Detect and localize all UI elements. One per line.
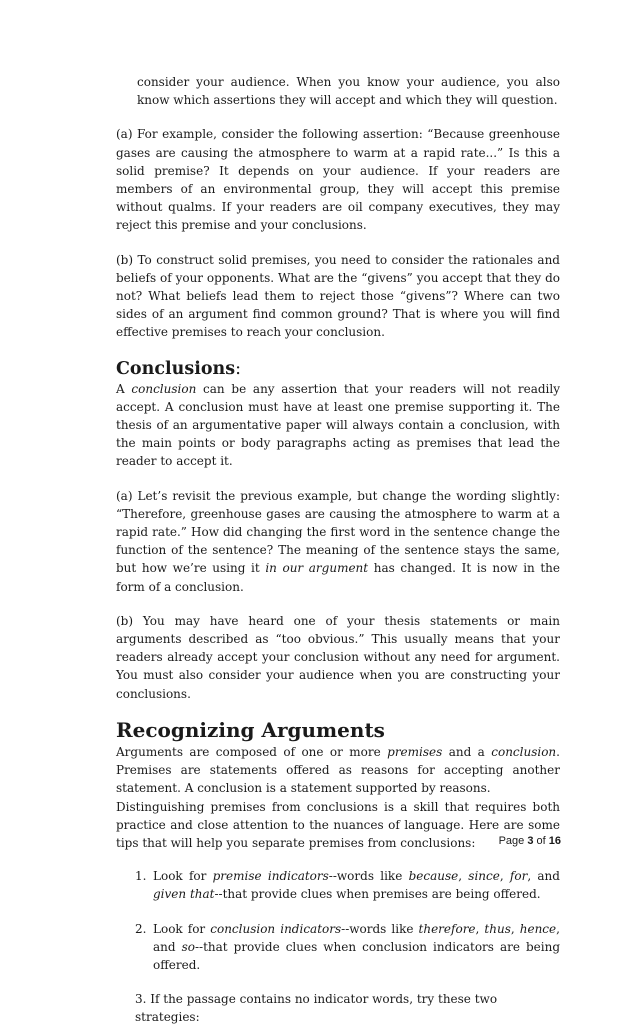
text-run: , [499,869,510,884]
emphasis: so [181,939,195,954]
text-run: , and [153,921,560,954]
text-run: A [116,381,132,396]
emphasis: premise indicators [212,869,329,884]
text-run: can be any assertion that your readers will not readily accept. A conclusion must have at least one premise supporting it. The thesis of an argumentative paper will always contain a conclusion, with the main points or body paragraphs acting as premises that lead the reader to accept it. [116,381,560,469]
emphasis: hence [519,921,557,936]
text-run: , [475,921,485,936]
emphasis: conclusion [491,744,557,759]
emphasis: for [509,869,528,884]
emphasis: premises [387,744,443,759]
list-item [135,867,560,903]
page-label: Page [498,835,528,847]
text-run: , and [527,869,560,884]
text-run: --that provide clues when conclusion indicators are being offered. [153,939,560,972]
premise-example-paragraph: (a) For example, consider the following assertion: “Because greenhouse gases are causing the atmosphere to warm at a rapid rate...” Is this a solid premise? It depends on your audience. If your readers are members of an environmental group, they will accept this premise without qualms. If your readers are oil company executives, they may reject this premise and your conclusions. [116,127,560,233]
emphasis: given that [153,887,215,902]
premise-construct-paragraph: (b) To construct solid premises, you need to consider the rationales and beliefs of your opponents. What are the “givens” you accept that they do not? What beliefs lead them to reject those “givens”? Where can two sides of an argument find common ground? That is where you will find effective premises to reach your conclusion. [116,252,560,340]
emphasis: because [408,869,459,884]
text-run: has changed. It is now in the form of a conclusion. [116,561,561,594]
conclusion-example-paragraph [116,487,560,596]
page-number-footer [499,835,561,847]
list-item-3: 3. If the passage contains no indicator words, try these two strategies: [135,992,498,1025]
distinguishing-paragraph: Distinguishing premises from conclusions is a skill that requires both practice and close attention to the nuances of language. Here are some tips that will help you separate premises from conclusions: [116,799,560,850]
arguments-definition-paragraph [116,743,560,798]
of-label: of [533,835,549,847]
conclusions-heading-text: Conclusions [116,358,236,379]
text-run: . Premises are statements offered as reasons for accepting another statement. A conclusion is a statement supported by reasons. [116,744,560,796]
list-number: 2. [135,921,147,936]
emphasis: therefore [418,921,476,936]
text-run: and a [442,744,492,759]
text-run: Look for [153,921,211,936]
conclusion-obvious-paragraph: (b) You may have heard one of your thesis statements or main arguments described as “too obvious.” This usually means that your readers already accept your conclusion without any need for argument. You must also consider your audience when you are constructing your conclusions. [116,613,560,701]
text-run: , [510,921,520,936]
current-page: 3 [527,835,534,847]
list-number: 1. [135,869,147,884]
text-run: Arguments are composed of one or more [116,744,388,759]
total-pages: 16 [548,835,561,847]
tips-list [116,867,560,974]
text-run: , [458,869,469,884]
conclusion-definition-paragraph [116,380,560,471]
conclusions-heading-colon: : [235,358,242,379]
continued-paragraph: consider your audience. When you know your audience, you also know which assertions they will accept and which they will question. [137,75,560,108]
emphasis: conclusion [131,381,197,396]
text-run: (a) Let’s revisit the previous example, but change the wording slightly: “Therefore, greenhouse gases are causing the atmosphere to warm at a rapid rate.” How did changing the first word in the sentence change the function of the sentence? The meaning of the sentence stays the same, but how we’re using it [116,488,560,576]
text-run: --words like [341,921,419,936]
recognizing-arguments-heading: Recognizing Arguments [116,717,385,742]
emphasis: since [468,869,500,884]
page-content [116,73,560,1027]
conclusions-heading [116,358,560,380]
emphasis: in our argument [265,561,369,576]
emphasis: conclusion indicators [210,921,342,936]
text-run: --that provide clues when premises are being offered. [214,887,541,902]
text-run: Look for [153,869,213,884]
list-item [135,920,560,975]
emphasis: thus [484,921,511,936]
text-run: --words like [328,869,409,884]
